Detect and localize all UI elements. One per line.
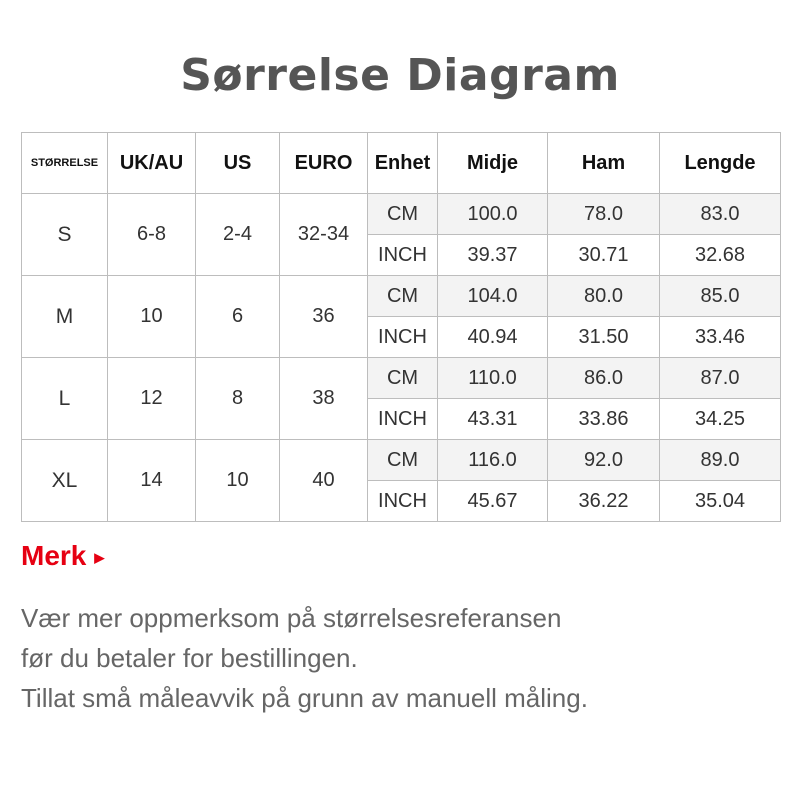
waist-cell: 104.0 <box>438 276 548 317</box>
waist-cell: 116.0 <box>438 440 548 481</box>
hip-cell: 78.0 <box>548 194 660 235</box>
unit-cell: INCH <box>368 235 438 276</box>
hip-cell: 30.71 <box>548 235 660 276</box>
column-header-length: Lengde <box>660 133 781 194</box>
length-cell: 34.25 <box>660 399 781 440</box>
column-header-us: US <box>196 133 280 194</box>
waist-cell: 39.37 <box>438 235 548 276</box>
length-cell: 89.0 <box>660 440 781 481</box>
unit-cell: INCH <box>368 399 438 440</box>
uk-au-cell: 6-8 <box>108 194 196 276</box>
note-heading <box>21 540 104 572</box>
note-line: før du betaler for bestillingen. <box>21 643 358 673</box>
waist-cell: 110.0 <box>438 358 548 399</box>
length-cell: 83.0 <box>660 194 781 235</box>
column-header-unit: Enhet <box>368 133 438 194</box>
table-row <box>22 440 781 481</box>
length-cell: 33.46 <box>660 317 781 358</box>
column-header-size: STØRRELSE <box>22 133 108 194</box>
waist-cell: 100.0 <box>438 194 548 235</box>
triangle-right-icon: ▶ <box>94 550 105 565</box>
waist-cell: 40.94 <box>438 317 548 358</box>
hip-cell: 86.0 <box>548 358 660 399</box>
unit-cell: INCH <box>368 317 438 358</box>
unit-cell: CM <box>368 194 438 235</box>
uk-au-cell: 12 <box>108 358 196 440</box>
header-row <box>22 133 781 194</box>
note-line: Tillat små måleavvik på grunn av manuell måling. <box>21 683 588 713</box>
column-header-waist: Midje <box>438 133 548 194</box>
column-header-hip: Ham <box>548 133 660 194</box>
hip-cell: 31.50 <box>548 317 660 358</box>
size-cell: M <box>22 276 108 358</box>
note-heading-label: Merk <box>21 540 87 571</box>
waist-cell: 43.31 <box>438 399 548 440</box>
unit-cell: CM <box>368 276 438 317</box>
hip-cell: 33.86 <box>548 399 660 440</box>
hip-cell: 36.22 <box>548 481 660 522</box>
table-row <box>22 276 781 317</box>
table-row <box>22 358 781 399</box>
euro-cell: 38 <box>280 358 368 440</box>
euro-cell: 40 <box>280 440 368 522</box>
note-line: Vær mer oppmerksom på størrelsesreferansen <box>21 603 562 633</box>
hip-cell: 92.0 <box>548 440 660 481</box>
column-header-uk-au: UK/AU <box>108 133 196 194</box>
unit-cell: INCH <box>368 481 438 522</box>
euro-cell: 32-34 <box>280 194 368 276</box>
size-chart-table <box>21 132 781 522</box>
size-cell: XL <box>22 440 108 522</box>
us-cell: 6 <box>196 276 280 358</box>
uk-au-cell: 10 <box>108 276 196 358</box>
length-cell: 85.0 <box>660 276 781 317</box>
length-cell: 87.0 <box>660 358 781 399</box>
uk-au-cell: 14 <box>108 440 196 522</box>
size-cell: L <box>22 358 108 440</box>
length-cell: 35.04 <box>660 481 781 522</box>
length-cell: 32.68 <box>660 235 781 276</box>
note-text <box>21 598 588 718</box>
page-title: Sørrelse Diagram <box>180 50 620 101</box>
unit-cell: CM <box>368 440 438 481</box>
us-cell: 8 <box>196 358 280 440</box>
waist-cell: 45.67 <box>438 481 548 522</box>
size-cell: S <box>22 194 108 276</box>
euro-cell: 36 <box>280 276 368 358</box>
us-cell: 10 <box>196 440 280 522</box>
unit-cell: CM <box>368 358 438 399</box>
hip-cell: 80.0 <box>548 276 660 317</box>
table-row <box>22 194 781 235</box>
column-header-euro: EURO <box>280 133 368 194</box>
us-cell: 2-4 <box>196 194 280 276</box>
